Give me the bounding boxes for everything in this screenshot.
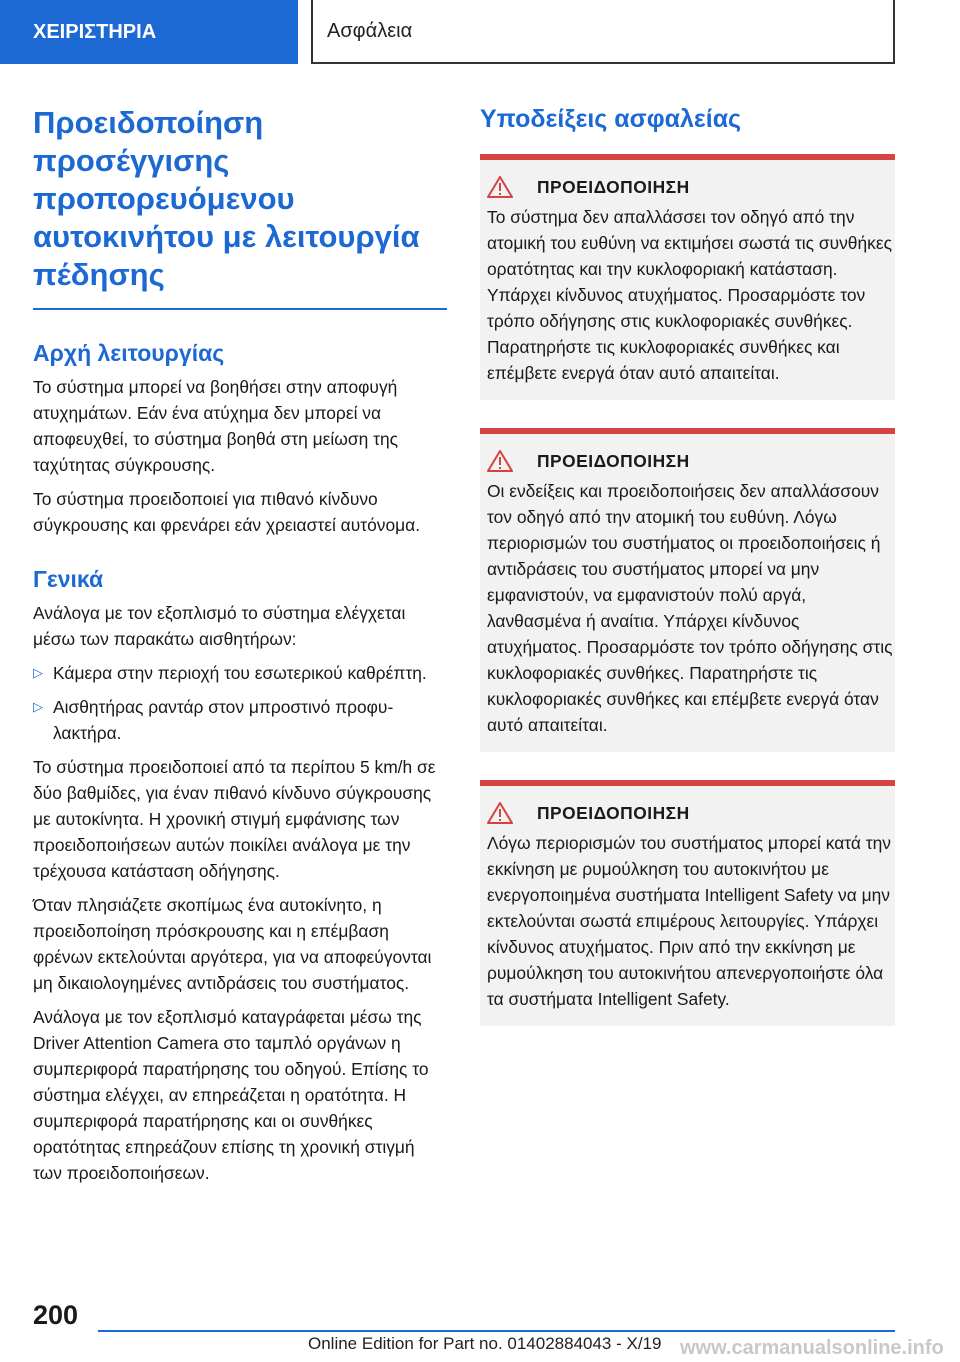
triangle-bullet-icon: ▷ (33, 665, 43, 680)
heading-principle: Αρχή λειτουργίας (33, 340, 225, 366)
edition-text: Online Edition for Part no. 01402884043 - X/19 (308, 1334, 662, 1353)
warning-box (480, 780, 895, 1026)
warning-text: Οι ενδείξεις και προειδοποιήσεις δεν απαλλάσσουν τον οδηγό από την ατομική του ευθύνη. Λόγω περιορισμών του συστήματος οι προειδοποιήσεις ή αντιδράσεις του συστήματος μπορεί να μην εμφανιστούν, να εμφανιστούν πολύ αργά, λανθασμένα ή αναίτια. Υπάρχει κίνδυνος ατυχήματος. Προσαρμόστε τον τρόπο οδήγησης στις κυκλοφοριακές συνθήκες. Παρατηρήστε τις κυκλοφοριακές συνθήκες και επέμβετε ενεργά όταν αυτό απαιτείται. (487, 481, 893, 735)
list-item (33, 694, 447, 746)
warning-triangle-icon (487, 802, 513, 824)
warning-box (480, 154, 895, 400)
triangle-bullet-icon: ▷ (33, 699, 43, 714)
paragraph: Το σύστημα μπορεί να βοηθήσει στην αποφυγή ατυχημάτων. Εάν ένα ατύχημα δεν μπορεί να αποφευχθεί, το σύστημα βοηθά στη μείωση της ταχύτητας σύγκρουσης. (33, 377, 399, 475)
list-item-text: Αισθητήρας ραντάρ στον μπροστινό προφυλακτήρα. (53, 697, 394, 743)
warning-label: ΠΡΟΕΙΔΟΠΟΙΗΣΗ (537, 802, 690, 823)
page-header (0, 0, 960, 66)
sensor-list (33, 660, 447, 746)
warning-text: Λόγω περιορισμών του συστήματος μπορεί κατά την εκκίνηση με ρυμούλκηση του αυτοκινήτου με ενεργοποιημένα συστήματα Intelligent Safety να μην εκτελούνται σωστά επιμέρους λειτουργίες. Υπάρχει κίνδυνος ατυχήματος. Πριν από την εκκίνηση με ρυμούλκηση του αυτοκινήτου απενεργοποιήστε όλα τα συστήματα Intelligent Safety. (487, 833, 891, 1009)
paragraph: Το σύστημα προειδοποιεί για πιθανό κίνδυνο σύγκρουσης και φρενάρει εάν χρειαστεί αυτόνομα. (33, 489, 421, 535)
warning-text: Το σύστημα δεν απαλλάσσει τον οδηγό από την ατομική του ευθύνη να εκτιμήσει σωστά τις συνθήκες ορατότητας και την κυκλοφοριακή κατάσταση. Υπάρχει κίνδυνος ατυχήματος. Προσαρμόστε τον τρόπο οδήγησης στις κυκλοφοριακές συνθήκες. Παρατηρήστε τις κυκλοφοριακές συνθήκες και επέμβετε ενεργά όταν αυτό απαιτείται. (487, 207, 892, 383)
footer-divider (98, 1330, 895, 1332)
list-item-text: Κάμερα στην περιοχή του εσωτερικού καθρέπτη. (53, 663, 427, 683)
warning-box (480, 428, 895, 752)
warning-triangle-icon (487, 176, 513, 198)
warning-label: ΠΡΟΕΙΔΟΠΟΙΗΣΗ (537, 176, 690, 197)
paragraph: Ανάλογα με τον εξοπλισμό καταγράφεται μέσω της Driver Attention Camera στο ταμπλό οργάνων η συμπεριφορά παρατήρησης του οδηγού. Επίσης το σύστημα ελέγχει, αν επηρεάζεται η ορατότητα. Η συμπεριφορά παρατήρησης και οι συνθήκες ορατότητας επηρεάζουν επίσης τη χρονική στιγμή των προειδοποιήσεων. (33, 1007, 429, 1183)
chapter-tab: ΧΕΙΡΙΣΤΗΡΙΑ (0, 0, 298, 64)
heading-general: Γενικά (33, 566, 104, 592)
list-item (33, 660, 447, 686)
page-title: Προειδοποίηση προσέγγισης προπορευόμενου αυτοκινήτου με λειτουργία πέδησης (33, 104, 447, 310)
paragraph: Ανάλογα με τον εξοπλισμό το σύστημα ελέγχεται μέσω των παρακάτω αισθητήρων: (33, 603, 406, 649)
watermark: www.carmanualsonline.info (680, 1337, 944, 1359)
heading-safety-notes: Υποδείξεις ασφαλείας (480, 105, 742, 133)
warning-triangle-icon (487, 450, 513, 472)
paragraph: Όταν πλησιάζετε σκοπίμως ένα αυτοκίνητο, η προειδοποίηση πρόσκρουσης και η επέμβαση φρένων εκτελούνται αργότερα, για να αποφεύγονται μη δικαιολογημένες αντιδράσεις του συστήματος. (33, 895, 432, 993)
page-number: 200 (33, 1300, 79, 1330)
paragraph: Το σύστημα προειδοποιεί από τα περίπου 5 km/h σε δύο βαθμίδες, για έναν πιθανό κίνδυνο σύγκρουσης με αυτοκίνητα. Η χρονική στιγμή εμφάνισης των προειδοποιήσεων αυτών ποικίλει ανάλογα με την τρέχουσα κατάσταση οδήγησης. (33, 757, 436, 881)
section-title: Ασφάλεια (311, 0, 895, 64)
right-column (480, 104, 895, 1054)
left-column (33, 104, 447, 1194)
warning-label: ΠΡΟΕΙΔΟΠΟΙΗΣΗ (537, 450, 690, 471)
